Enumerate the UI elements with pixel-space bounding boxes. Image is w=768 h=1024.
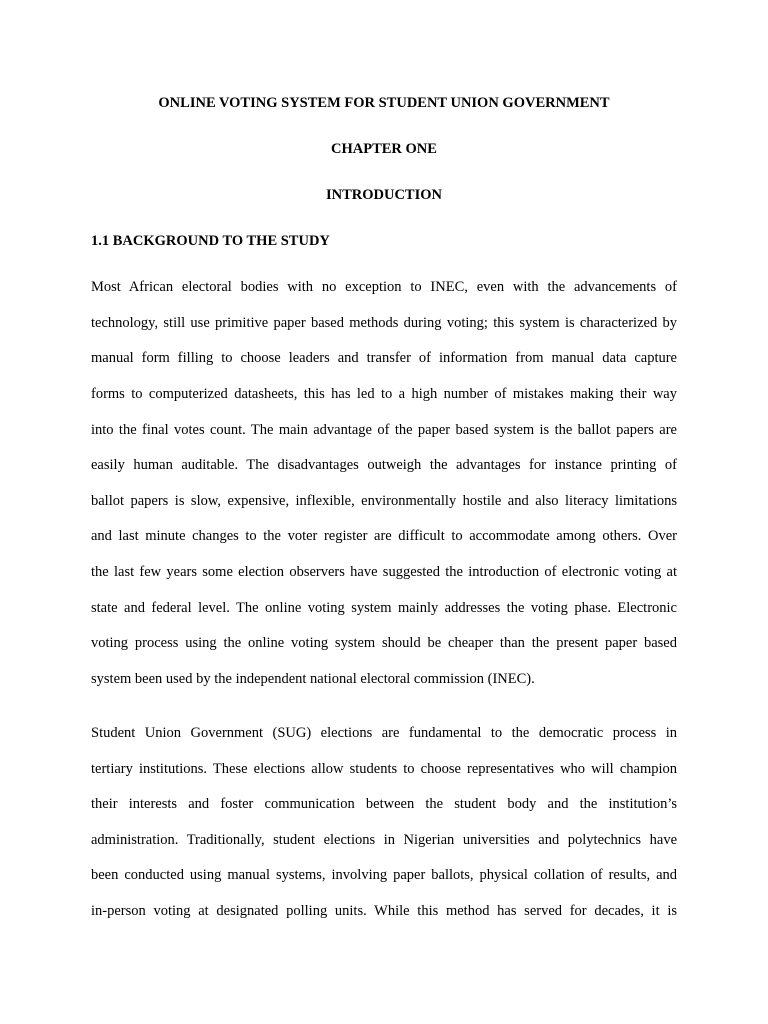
paragraph-line: easily human auditable. The disadvantages outweigh the advantages for instance printing of: [91, 457, 677, 473]
paragraph-line: their interests and foster communication between the student body and the institution’s: [91, 796, 677, 812]
paragraph-line: manual form filling to choose leaders and transfer of information from manual data capture: [91, 350, 677, 366]
document-title: ONLINE VOTING SYSTEM FOR STUDENT UNION GOVERNMENT: [158, 95, 610, 111]
paragraph-line: administration. Traditionally, student elections in Nigerian universities and polytechnics have: [91, 832, 677, 848]
paragraph-line: voting process using the online voting system should be cheaper than the present paper based: [91, 635, 677, 651]
section-heading: 1.1 BACKGROUND TO THE STUDY: [91, 233, 330, 249]
paragraph-line: in-person voting at designated polling units. While this method has served for decades, it is: [91, 903, 677, 919]
paragraph-line: state and federal level. The online voting system mainly addresses the voting phase. Electronic: [91, 600, 677, 616]
chapter-label: CHAPTER ONE: [331, 141, 437, 157]
paragraph-line: system been used by the independent national electoral commission (INEC).: [91, 671, 535, 687]
paragraph-line: been conducted using manual systems, involving paper ballots, physical collation of results, and: [91, 867, 677, 883]
paragraph-line: forms to computerized datasheets, this has led to a high number of mistakes making their way: [91, 386, 677, 402]
paragraph-line: Most African electoral bodies with no exception to INEC, even with the advancements of: [91, 279, 677, 295]
chapter-title: INTRODUCTION: [325, 187, 442, 203]
paragraph-line: technology, still use primitive paper based methods during voting; this system is characterized by: [91, 315, 677, 331]
paragraph-line: the last few years some election observers have suggested the introduction of electronic voting at: [91, 564, 677, 580]
paragraph-line: ballot papers is slow, expensive, inflexible, environmentally hostile and also literacy limitations: [91, 493, 677, 509]
paragraph-line: Student Union Government (SUG) elections are fundamental to the democratic process in: [91, 725, 677, 741]
paragraph-line: into the final votes count. The main advantage of the paper based system is the ballot papers are: [91, 422, 677, 438]
paragraph-line: and last minute changes to the voter register are difficult to accommodate among others. Over: [91, 528, 677, 544]
paragraph-line: tertiary institutions. These elections allow students to choose representatives who will champion: [91, 761, 677, 777]
